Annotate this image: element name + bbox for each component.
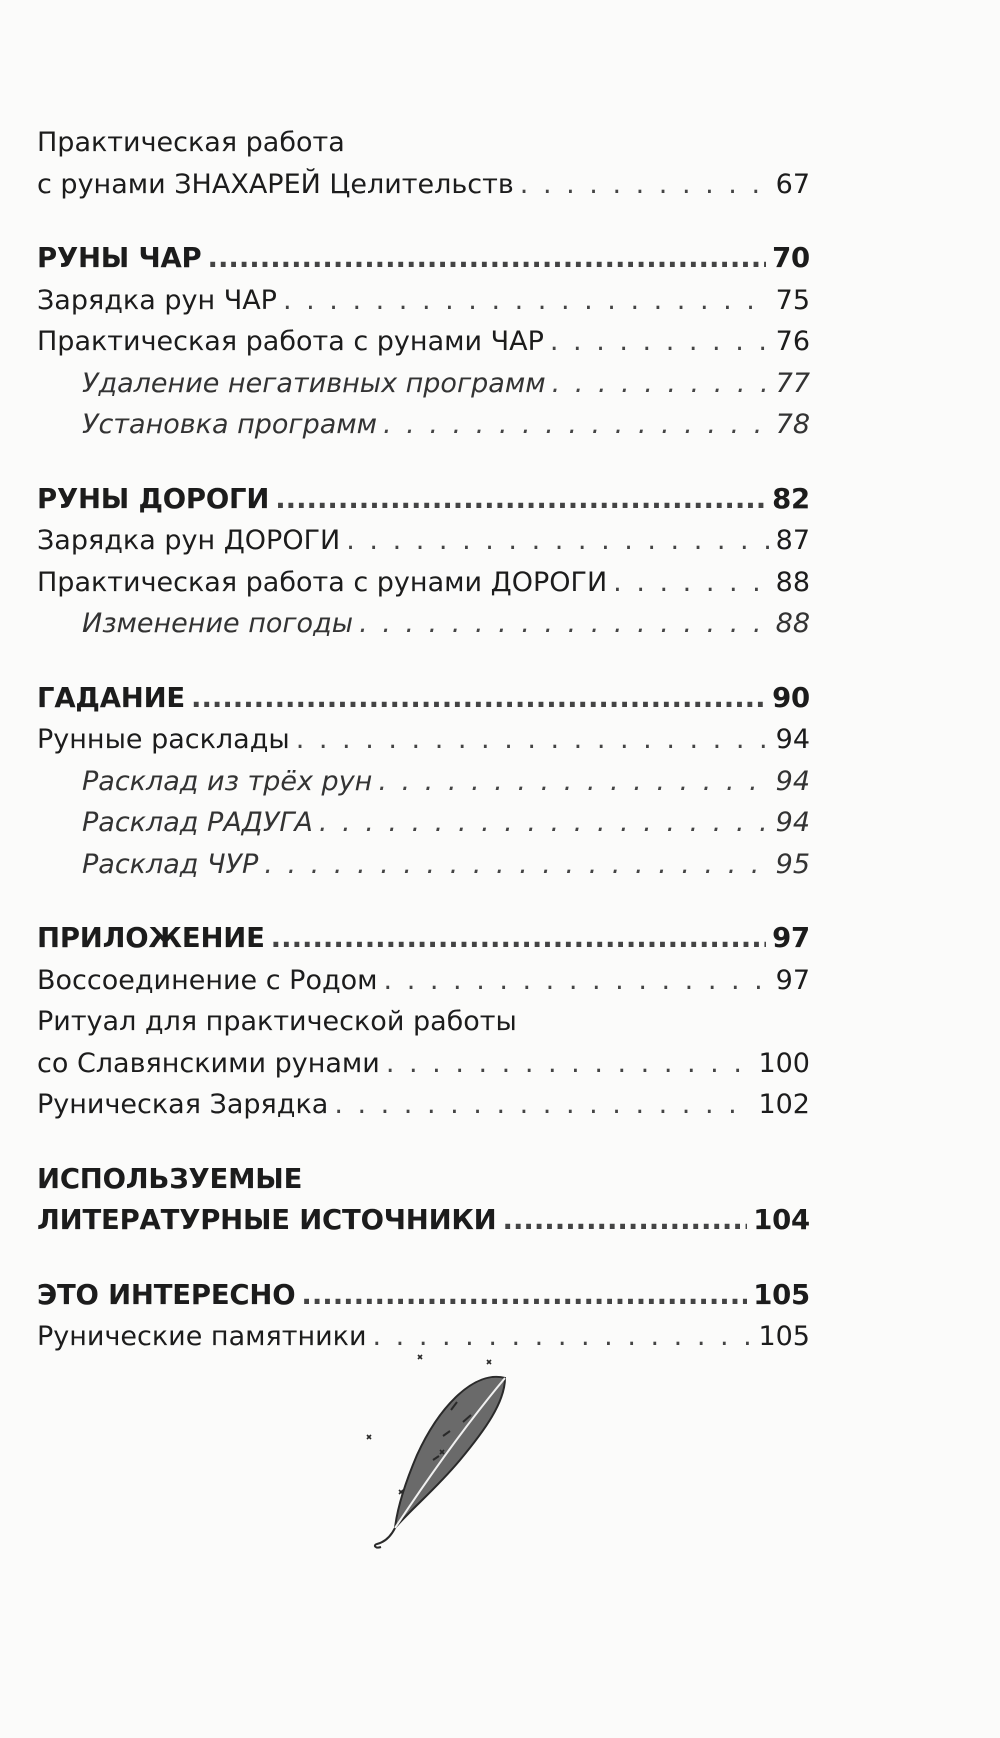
dot-leader bbox=[319, 802, 770, 844]
toc-section bbox=[37, 678, 810, 886]
entry-title: РУНЫ ДОРОГИ bbox=[37, 482, 270, 515]
page-number: 105 bbox=[753, 1278, 810, 1311]
toc-subentry bbox=[37, 761, 810, 803]
toc-entry bbox=[37, 321, 810, 363]
toc-heading bbox=[37, 1200, 810, 1242]
entry-title: Рунные расклады bbox=[37, 724, 290, 755]
toc-entry bbox=[37, 280, 810, 322]
page-number: 95 bbox=[775, 848, 810, 880]
toc-subentry bbox=[37, 603, 810, 645]
page-number: 88 bbox=[775, 566, 810, 598]
toc-subentry bbox=[37, 363, 810, 405]
toc-section bbox=[37, 479, 810, 645]
toc-entry bbox=[37, 1084, 810, 1126]
entry-title: Практическая работа с рунами ДОРОГИ bbox=[37, 566, 608, 598]
toc-section bbox=[37, 122, 810, 205]
dot-leader bbox=[613, 562, 769, 604]
toc-heading bbox=[37, 479, 810, 521]
page-number: 90 bbox=[772, 681, 810, 714]
dot-leader bbox=[386, 1043, 753, 1085]
toc-entry bbox=[37, 960, 810, 1002]
page-number: 100 bbox=[758, 1047, 810, 1079]
toc-subentry bbox=[37, 404, 810, 446]
toc-heading bbox=[37, 238, 810, 280]
dot-leader bbox=[283, 280, 770, 322]
table-of-contents bbox=[37, 122, 810, 1391]
entry-title: ГАДАНИЕ bbox=[37, 681, 185, 714]
entry-title: Установка программ bbox=[82, 409, 378, 440]
page-number: 97 bbox=[775, 964, 810, 996]
entry-title: Рунические памятники bbox=[37, 1321, 367, 1352]
entry-title: ПРИЛОЖЕНИЕ bbox=[37, 922, 265, 954]
dot-leader bbox=[208, 238, 767, 280]
entry-title: со Славянскими рунами bbox=[37, 1047, 380, 1079]
entry-title: Изменение погоды bbox=[82, 608, 354, 639]
dot-leader bbox=[301, 1275, 747, 1317]
entry-title: ИСПОЛЬЗУЕМЫЕ bbox=[37, 1162, 303, 1195]
dot-leader bbox=[384, 960, 770, 1002]
page-number: 88 bbox=[775, 608, 810, 639]
entry-title: ЭТО ИНТЕРЕСНО bbox=[37, 1278, 296, 1311]
entry-title: Расклад РАДУГА bbox=[82, 807, 313, 838]
toc-section bbox=[37, 238, 810, 446]
page-number: 104 bbox=[753, 1204, 810, 1236]
entry-title: с рунами ЗНАХАРЕЙ Целительств bbox=[37, 168, 514, 200]
entry-title: РУНЫ ЧАР bbox=[37, 242, 202, 274]
dot-leader bbox=[520, 164, 770, 206]
dot-leader bbox=[383, 404, 770, 446]
dot-leader bbox=[503, 1200, 748, 1242]
page-number: 94 bbox=[775, 807, 810, 838]
page-number: 67 bbox=[775, 168, 810, 200]
dot-leader bbox=[271, 918, 766, 960]
entry-title: Ритуал для практической работы bbox=[37, 1006, 517, 1037]
dot-leader bbox=[264, 844, 769, 886]
page-number: 94 bbox=[775, 765, 810, 797]
toc-subentry bbox=[37, 844, 810, 886]
page-number: 97 bbox=[772, 922, 810, 954]
entry-title: ЛИТЕРАТУРНЫЕ ИСТОЧНИКИ bbox=[37, 1204, 497, 1236]
toc-entry bbox=[37, 122, 810, 164]
entry-title: Практическая работа bbox=[37, 127, 345, 158]
toc-heading bbox=[37, 678, 810, 720]
toc-subentry bbox=[37, 802, 810, 844]
toc-entry bbox=[37, 520, 810, 562]
toc-entry bbox=[37, 1001, 810, 1043]
toc-section bbox=[37, 918, 810, 1126]
dot-leader bbox=[550, 321, 770, 363]
toc-entry bbox=[37, 164, 810, 206]
page-number: 76 bbox=[775, 326, 810, 357]
toc-entry bbox=[37, 719, 810, 761]
entry-title: Воссоединение с Родом bbox=[37, 964, 378, 996]
entry-title: Расклад ЧУР bbox=[82, 848, 259, 880]
page-number: 94 bbox=[775, 724, 810, 755]
dot-leader bbox=[275, 479, 766, 521]
toc-entry bbox=[37, 562, 810, 604]
toc-entry bbox=[37, 1043, 810, 1085]
entry-title: Руническая Зарядка bbox=[37, 1089, 329, 1120]
page-number: 75 bbox=[775, 284, 810, 316]
page-number: 77 bbox=[775, 367, 810, 399]
dot-leader bbox=[552, 363, 770, 405]
dot-leader bbox=[191, 678, 766, 720]
toc-heading bbox=[37, 918, 810, 960]
toc-heading bbox=[37, 1275, 810, 1317]
feather-quill-icon bbox=[355, 1350, 525, 1550]
entry-title: Удаление негативных программ bbox=[82, 367, 546, 399]
entry-title: Расклад из трёх рун bbox=[82, 765, 373, 797]
toc-section bbox=[37, 1275, 810, 1358]
page-number: 102 bbox=[758, 1089, 810, 1120]
page-number: 82 bbox=[772, 482, 810, 515]
dot-leader bbox=[346, 520, 769, 562]
dot-leader bbox=[296, 719, 770, 761]
toc-heading bbox=[37, 1159, 810, 1201]
entry-title: Практическая работа с рунами ЧАР bbox=[37, 326, 544, 357]
dot-leader bbox=[359, 603, 770, 645]
entry-title: Зарядка рун ДОРОГИ bbox=[37, 525, 341, 556]
page-number: 78 bbox=[775, 409, 810, 440]
dot-leader bbox=[334, 1084, 752, 1126]
dot-leader bbox=[378, 761, 769, 803]
page-number: 87 bbox=[775, 525, 810, 556]
entry-title: Зарядка рун ЧАР bbox=[37, 284, 277, 316]
toc-section bbox=[37, 1159, 810, 1242]
page-number: 70 bbox=[772, 242, 810, 274]
page-number: 105 bbox=[758, 1321, 810, 1352]
